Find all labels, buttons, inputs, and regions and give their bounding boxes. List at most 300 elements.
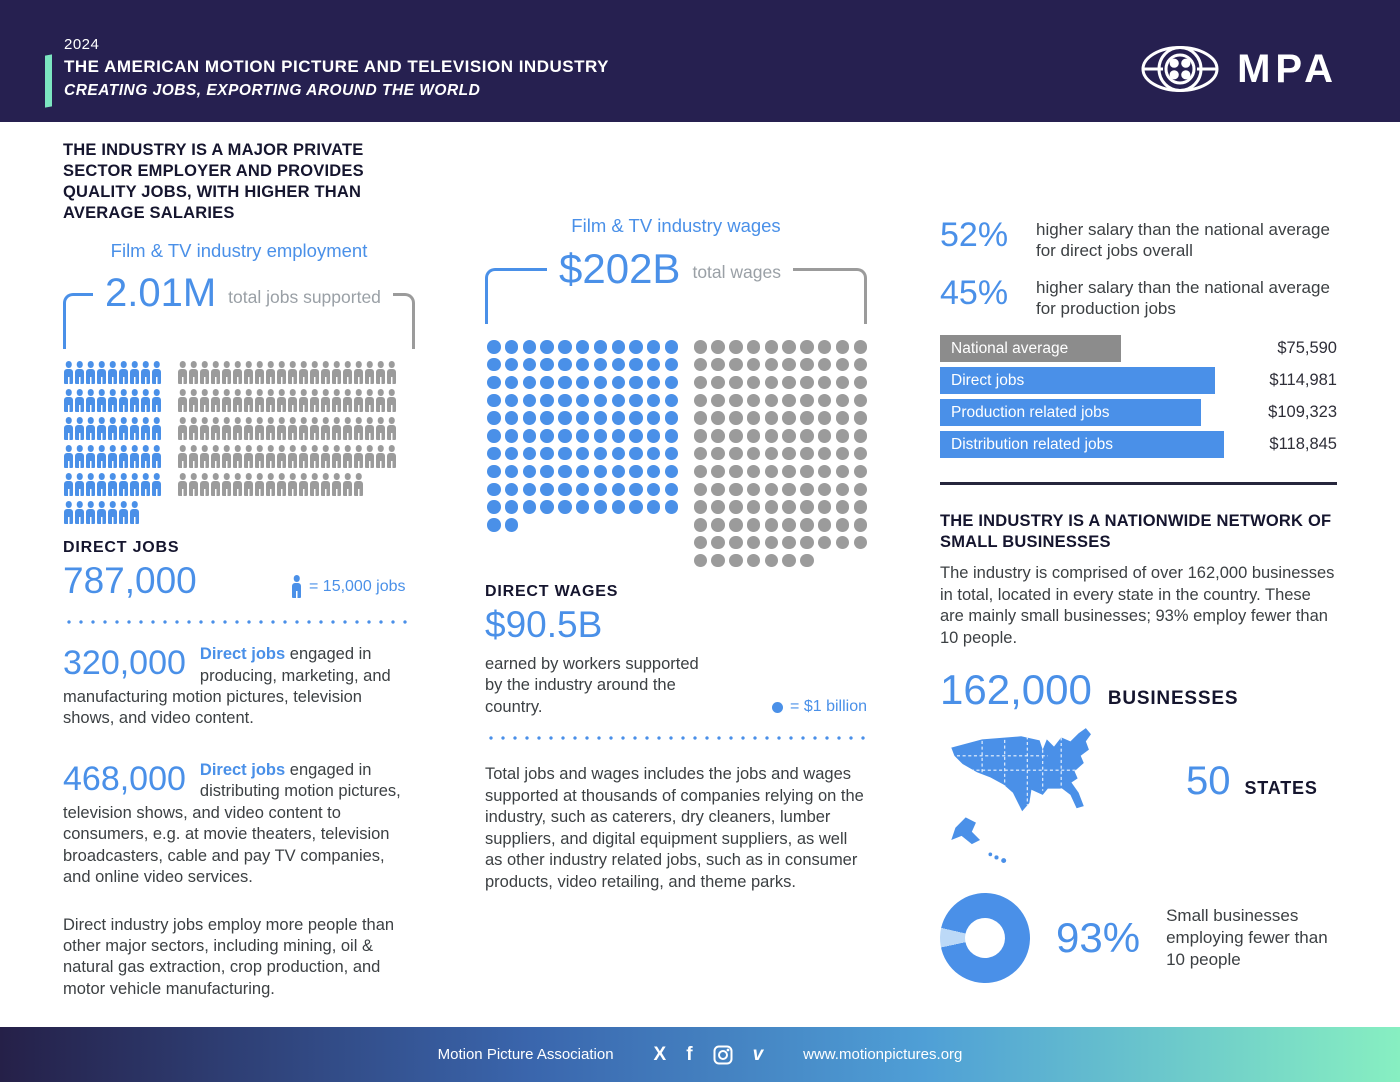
wages-total bbox=[485, 245, 867, 324]
person-icon bbox=[86, 501, 95, 524]
person-icon bbox=[119, 361, 128, 384]
person-icon bbox=[108, 361, 117, 384]
person-icon bbox=[292, 575, 301, 598]
person-icon bbox=[64, 445, 73, 468]
person-icon bbox=[376, 389, 385, 412]
direct-wages-value: $90.5B bbox=[485, 604, 603, 646]
bracket-left bbox=[63, 293, 93, 349]
person-icon bbox=[288, 473, 297, 496]
header-subtitle: CREATING JOBS, EXPORTING AROUND THE WORLD bbox=[64, 82, 481, 99]
billion-dot-icon bbox=[694, 554, 707, 567]
billion-dot-icon bbox=[800, 518, 813, 531]
billion-dot-icon bbox=[540, 500, 553, 513]
billion-dot-icon bbox=[836, 358, 849, 371]
person-icon bbox=[354, 417, 363, 440]
person-icon bbox=[376, 361, 385, 384]
states-stat bbox=[1186, 758, 1318, 877]
billion-dot-icon bbox=[711, 465, 724, 478]
header-title: THE AMERICAN MOTION PICTURE AND TELEVISION INDUSTRY bbox=[64, 57, 609, 76]
billion-dot-icon bbox=[765, 429, 778, 442]
accent-bar bbox=[45, 54, 52, 107]
billion-dot-icon bbox=[694, 447, 707, 460]
stat-highlight: Direct jobs bbox=[199, 645, 286, 664]
billion-dot-icon bbox=[729, 536, 742, 549]
billion-dot-icon bbox=[540, 394, 553, 407]
person-icon bbox=[222, 445, 231, 468]
person-icon bbox=[255, 473, 264, 496]
person-icon bbox=[321, 473, 330, 496]
billion-dot-icon bbox=[711, 483, 724, 496]
billion-dot-icon bbox=[782, 358, 795, 371]
billion-dot-icon bbox=[558, 340, 571, 353]
person-icon bbox=[97, 361, 106, 384]
person-icon bbox=[200, 417, 209, 440]
bar-row-production-related-jobs bbox=[940, 399, 1337, 426]
vimeo-icon[interactable]: v bbox=[752, 1044, 764, 1065]
billion-dot-icon bbox=[729, 483, 742, 496]
employment-heading: THE INDUSTRY IS A MAJOR PRIVATE SECTOR EMPLOYER AND PROVIDES QUALITY JOBS, WITH HIGHER THAN AVERAGE SALARIES bbox=[63, 141, 364, 223]
person-icon bbox=[108, 501, 117, 524]
billion-dot-icon bbox=[665, 376, 678, 389]
billion-dot-icon bbox=[747, 483, 760, 496]
billion-dot-icon bbox=[694, 394, 707, 407]
person-icon bbox=[299, 417, 308, 440]
bracket-left bbox=[485, 268, 547, 324]
person-icon bbox=[75, 417, 84, 440]
billion-dot-icon bbox=[612, 465, 625, 478]
person-icon bbox=[321, 361, 330, 384]
billion-dot-icon bbox=[729, 554, 742, 567]
billion-dot-icon bbox=[818, 429, 831, 442]
billion-dot-icon bbox=[523, 358, 536, 371]
x-icon[interactable]: X bbox=[653, 1044, 667, 1065]
person-icon bbox=[97, 445, 106, 468]
header-year: 2024 bbox=[64, 36, 100, 53]
stat-producing bbox=[63, 644, 415, 730]
person-icon bbox=[141, 389, 150, 412]
wages-legend bbox=[772, 698, 867, 716]
person-icon bbox=[97, 389, 106, 412]
person-icon bbox=[130, 445, 139, 468]
direct-wages-block bbox=[485, 583, 867, 718]
bar-row-distribution-related-jobs bbox=[940, 431, 1337, 458]
billion-dot-icon bbox=[558, 465, 571, 478]
person-icon bbox=[233, 389, 242, 412]
billion-dot-icon bbox=[800, 483, 813, 496]
employment-legend bbox=[291, 575, 406, 598]
person-icon bbox=[97, 473, 106, 496]
billion-dot-icon bbox=[694, 483, 707, 496]
person-icon bbox=[211, 417, 220, 440]
billion-dot-icon bbox=[747, 376, 760, 389]
billion-dot-icon bbox=[665, 429, 678, 442]
billion-dot-icon bbox=[594, 376, 607, 389]
billion-dot-icon bbox=[711, 518, 724, 531]
person-icon bbox=[277, 361, 286, 384]
salary-pct-text: higher salary than the national average for direct jobs overall bbox=[1036, 220, 1330, 261]
person-icon bbox=[178, 417, 187, 440]
billion-dot-icon bbox=[782, 447, 795, 460]
person-icon bbox=[387, 361, 396, 384]
person-icon bbox=[365, 445, 374, 468]
billion-dot-icon bbox=[523, 394, 536, 407]
person-icon bbox=[299, 445, 308, 468]
person-icon bbox=[211, 445, 220, 468]
billion-dot-icon bbox=[765, 447, 778, 460]
billion-dot-icon bbox=[505, 411, 518, 424]
billion-dot-icon bbox=[711, 358, 724, 371]
billion-dot-icon bbox=[711, 411, 724, 424]
billion-dot-icon bbox=[594, 483, 607, 496]
person-icon bbox=[387, 445, 396, 468]
billion-dot-icon bbox=[729, 447, 742, 460]
pictograph-series bbox=[63, 361, 162, 529]
person-icon bbox=[178, 361, 187, 384]
social-icons bbox=[654, 1045, 764, 1065]
billion-dot-icon bbox=[523, 447, 536, 460]
billion-dot-icon bbox=[836, 518, 849, 531]
bar-value: $114,981 bbox=[1269, 371, 1337, 389]
billion-dot-icon bbox=[854, 465, 867, 478]
wages-legend-text: = $1 billion bbox=[790, 698, 867, 716]
wages-note: Total jobs and wages includes the jobs and wages supported at thousands of companies relying on the industry, such as caterers, dry cleaners, lumber suppliers, and digital equipment suppliers, as well as other industry related jobs, such as in consumer products, video retailing, and theme parks. bbox=[485, 765, 864, 891]
billion-dot-icon bbox=[836, 447, 849, 460]
person-icon bbox=[152, 473, 161, 496]
person-icon bbox=[244, 361, 253, 384]
billion-dot-icon bbox=[854, 536, 867, 549]
person-icon bbox=[86, 473, 95, 496]
donut-value: 93% bbox=[1056, 913, 1141, 961]
donut-chart bbox=[931, 884, 1039, 992]
person-icon bbox=[233, 473, 242, 496]
billion-dot-icon bbox=[612, 358, 625, 371]
person-icon bbox=[343, 417, 352, 440]
billion-dot-icon bbox=[800, 358, 813, 371]
direct-wages-label: DIRECT WAGES bbox=[485, 583, 619, 601]
billion-dot-icon bbox=[647, 358, 660, 371]
billion-dot-icon bbox=[800, 429, 813, 442]
billion-dot-icon bbox=[854, 411, 867, 424]
billion-dot-icon bbox=[782, 483, 795, 496]
person-icon bbox=[299, 473, 308, 496]
person-icon bbox=[86, 389, 95, 412]
direct-jobs-block bbox=[63, 539, 415, 602]
billion-dot-icon bbox=[836, 536, 849, 549]
donut-caption: Small businesses employing fewer than 10 people bbox=[1166, 905, 1328, 970]
billion-dot-icon bbox=[665, 358, 678, 371]
billion-dot-icon bbox=[665, 447, 678, 460]
billion-dot-icon bbox=[558, 376, 571, 389]
billion-dot-icon bbox=[772, 702, 783, 713]
person-icon bbox=[332, 389, 341, 412]
billion-dot-icon bbox=[665, 394, 678, 407]
billion-dot-icon bbox=[694, 465, 707, 478]
person-icon bbox=[332, 473, 341, 496]
billion-dot-icon bbox=[558, 429, 571, 442]
billion-dot-icon bbox=[558, 500, 571, 513]
billion-dot-icon bbox=[647, 447, 660, 460]
person-icon bbox=[108, 417, 117, 440]
person-icon bbox=[343, 473, 352, 496]
billion-dot-icon bbox=[765, 394, 778, 407]
billion-dot-icon bbox=[694, 500, 707, 513]
billion-dot-icon bbox=[818, 394, 831, 407]
person-icon bbox=[310, 361, 319, 384]
person-icon bbox=[266, 417, 275, 440]
billion-dot-icon bbox=[747, 447, 760, 460]
billion-dot-icon bbox=[505, 340, 518, 353]
instagram-icon[interactable] bbox=[713, 1045, 733, 1065]
billion-dot-icon bbox=[576, 500, 589, 513]
billion-dot-icon bbox=[523, 483, 536, 496]
person-icon bbox=[222, 417, 231, 440]
billion-dot-icon bbox=[800, 554, 813, 567]
billion-dot-icon bbox=[505, 447, 518, 460]
billion-dot-icon bbox=[576, 411, 589, 424]
person-icon bbox=[299, 389, 308, 412]
billion-dot-icon bbox=[629, 429, 642, 442]
person-icon bbox=[141, 445, 150, 468]
billion-dot-icon bbox=[782, 554, 795, 567]
wages-pictograph bbox=[485, 338, 867, 569]
person-icon bbox=[310, 473, 319, 496]
billion-dot-icon bbox=[629, 376, 642, 389]
billion-dot-icon bbox=[800, 340, 813, 353]
billion-dot-icon bbox=[747, 358, 760, 371]
stat-value: 320,000 bbox=[63, 644, 186, 683]
billion-dot-icon bbox=[629, 394, 642, 407]
billion-dot-icon bbox=[747, 340, 760, 353]
billion-dot-icon bbox=[854, 376, 867, 389]
person-icon bbox=[130, 473, 139, 496]
salary-bar-chart bbox=[940, 335, 1337, 458]
person-icon bbox=[244, 473, 253, 496]
billion-dot-icon bbox=[540, 447, 553, 460]
usa-map bbox=[940, 725, 1168, 877]
person-icon bbox=[354, 361, 363, 384]
mpa-logo bbox=[1139, 40, 1338, 98]
person-icon bbox=[310, 445, 319, 468]
person-icon bbox=[332, 445, 341, 468]
billion-dot-icon bbox=[505, 483, 518, 496]
employment-chart-title: Film & TV industry employment bbox=[110, 240, 368, 262]
person-icon bbox=[108, 473, 117, 496]
billion-dot-icon bbox=[576, 376, 589, 389]
billion-dot-icon bbox=[765, 411, 778, 424]
billion-dot-icon bbox=[711, 500, 724, 513]
bar-segment bbox=[940, 431, 1224, 458]
wages-total-label: total wages bbox=[692, 262, 781, 282]
person-icon bbox=[222, 361, 231, 384]
employment-section bbox=[63, 140, 415, 1000]
billion-dot-icon bbox=[818, 376, 831, 389]
billion-dot-icon bbox=[576, 394, 589, 407]
person-icon bbox=[310, 417, 319, 440]
small-business-text: The industry is comprised of over 162,000 businesses in total, located in every state in the country. These are mainly small businesses; 93% employ fewer than 10 people. bbox=[940, 564, 1335, 647]
stat-highlight: Direct jobs bbox=[199, 760, 286, 779]
facebook-icon[interactable]: f bbox=[686, 1044, 693, 1065]
billion-dot-icon bbox=[629, 358, 642, 371]
billion-dot-icon bbox=[576, 429, 589, 442]
person-icon bbox=[266, 361, 275, 384]
billion-dot-icon bbox=[629, 483, 642, 496]
billion-dot-icon bbox=[505, 500, 518, 513]
person-icon bbox=[255, 389, 264, 412]
bar-value: $118,845 bbox=[1269, 435, 1337, 453]
billion-dot-icon bbox=[487, 500, 500, 513]
person-icon bbox=[222, 389, 231, 412]
billion-dot-icon bbox=[612, 376, 625, 389]
employment-note: Direct industry jobs employ more people than other major sectors, including mining, oil & natural gas extraction, crop production, and motor vehicle manufacturing. bbox=[63, 915, 395, 998]
billion-dot-icon bbox=[747, 429, 760, 442]
billion-dot-icon bbox=[576, 358, 589, 371]
billion-dot-icon bbox=[558, 394, 571, 407]
billion-dot-icon bbox=[612, 483, 625, 496]
person-icon bbox=[233, 445, 242, 468]
billion-dot-icon bbox=[558, 411, 571, 424]
billion-dot-icon bbox=[629, 411, 642, 424]
person-icon bbox=[152, 361, 161, 384]
billion-dot-icon bbox=[800, 465, 813, 478]
bar-segment bbox=[940, 399, 1201, 426]
person-icon bbox=[211, 389, 220, 412]
billion-dot-icon bbox=[647, 394, 660, 407]
person-icon bbox=[152, 445, 161, 468]
person-icon bbox=[376, 417, 385, 440]
billion-dot-icon bbox=[818, 483, 831, 496]
billion-dot-icon bbox=[836, 429, 849, 442]
person-icon bbox=[64, 417, 73, 440]
person-icon bbox=[178, 389, 187, 412]
billion-dot-icon bbox=[854, 394, 867, 407]
billion-dot-icon bbox=[487, 465, 500, 478]
billion-dot-icon bbox=[487, 358, 500, 371]
person-icon bbox=[86, 361, 95, 384]
bar-segment bbox=[940, 367, 1215, 394]
person-icon bbox=[222, 473, 231, 496]
person-icon bbox=[141, 361, 150, 384]
billion-dot-icon bbox=[523, 376, 536, 389]
billion-dot-icon bbox=[540, 340, 553, 353]
billion-dot-icon bbox=[612, 394, 625, 407]
person-icon bbox=[387, 389, 396, 412]
billion-dot-icon bbox=[729, 465, 742, 478]
bar-label: National average bbox=[951, 339, 1069, 357]
billion-dot-icon bbox=[540, 358, 553, 371]
billion-dot-icon bbox=[665, 465, 678, 478]
billion-dot-icon bbox=[765, 376, 778, 389]
person-icon bbox=[64, 361, 73, 384]
person-icon bbox=[75, 473, 84, 496]
person-icon bbox=[354, 445, 363, 468]
billion-dot-icon bbox=[505, 394, 518, 407]
person-icon bbox=[75, 389, 84, 412]
person-icon bbox=[97, 417, 106, 440]
billion-dot-icon bbox=[747, 500, 760, 513]
billion-dot-icon bbox=[629, 465, 642, 478]
header-bar bbox=[0, 0, 1400, 122]
billion-dot-icon bbox=[800, 376, 813, 389]
salary-pct: 45% bbox=[940, 273, 1009, 312]
billion-dot-icon bbox=[629, 500, 642, 513]
billion-dot-icon bbox=[782, 340, 795, 353]
person-icon bbox=[119, 501, 128, 524]
bracket-right bbox=[793, 268, 867, 324]
person-icon bbox=[343, 361, 352, 384]
person-icon bbox=[343, 445, 352, 468]
salary-pct-text: higher salary than the national average for production jobs bbox=[1036, 277, 1330, 318]
billion-dot-icon bbox=[729, 518, 742, 531]
billion-dot-icon bbox=[782, 465, 795, 478]
person-icon bbox=[119, 445, 128, 468]
person-icon bbox=[277, 473, 286, 496]
billion-dot-icon bbox=[523, 411, 536, 424]
employment-total-label: total jobs supported bbox=[228, 287, 381, 308]
billion-dot-icon bbox=[818, 447, 831, 460]
person-icon bbox=[321, 389, 330, 412]
billion-dot-icon bbox=[558, 447, 571, 460]
person-icon bbox=[376, 445, 385, 468]
bracket-right bbox=[393, 293, 415, 349]
billion-dot-icon bbox=[665, 411, 678, 424]
billion-dot-icon bbox=[487, 376, 500, 389]
billion-dot-icon bbox=[747, 554, 760, 567]
billion-dot-icon bbox=[540, 376, 553, 389]
billion-dot-icon bbox=[540, 483, 553, 496]
person-icon bbox=[288, 417, 297, 440]
employment-total-value: 2.01M bbox=[105, 271, 217, 316]
billion-dot-icon bbox=[765, 554, 778, 567]
billion-dot-icon bbox=[487, 518, 500, 531]
billion-dot-icon bbox=[836, 500, 849, 513]
billion-dot-icon bbox=[487, 483, 500, 496]
billion-dot-icon bbox=[854, 340, 867, 353]
billion-dot-icon bbox=[765, 358, 778, 371]
person-icon bbox=[64, 473, 73, 496]
billion-dot-icon bbox=[747, 411, 760, 424]
billion-dot-icon bbox=[854, 447, 867, 460]
billion-dot-icon bbox=[647, 340, 660, 353]
billion-dot-icon bbox=[694, 429, 707, 442]
billion-dot-icon bbox=[647, 411, 660, 424]
person-icon bbox=[354, 389, 363, 412]
billion-dot-icon bbox=[765, 483, 778, 496]
person-icon bbox=[332, 361, 341, 384]
person-icon bbox=[365, 389, 374, 412]
billion-dot-icon bbox=[576, 465, 589, 478]
employment-pictograph bbox=[63, 361, 415, 529]
person-icon bbox=[266, 445, 275, 468]
billion-dot-icon bbox=[818, 465, 831, 478]
billion-dot-icon bbox=[505, 518, 518, 531]
billion-dot-icon bbox=[836, 340, 849, 353]
person-icon bbox=[119, 473, 128, 496]
billion-dot-icon bbox=[647, 483, 660, 496]
states-value: 50 bbox=[1186, 758, 1231, 803]
footer-url[interactable]: www.motionpictures.org bbox=[803, 1046, 963, 1063]
billion-dot-icon bbox=[523, 429, 536, 442]
person-icon bbox=[108, 389, 117, 412]
person-icon bbox=[211, 361, 220, 384]
billion-dot-icon bbox=[711, 376, 724, 389]
person-icon bbox=[233, 417, 242, 440]
billion-dot-icon bbox=[694, 536, 707, 549]
footer-bar bbox=[0, 1027, 1400, 1082]
billion-dot-icon bbox=[594, 411, 607, 424]
bar-row-national-average bbox=[940, 335, 1337, 362]
billion-dot-icon bbox=[523, 500, 536, 513]
billion-dot-icon bbox=[594, 394, 607, 407]
